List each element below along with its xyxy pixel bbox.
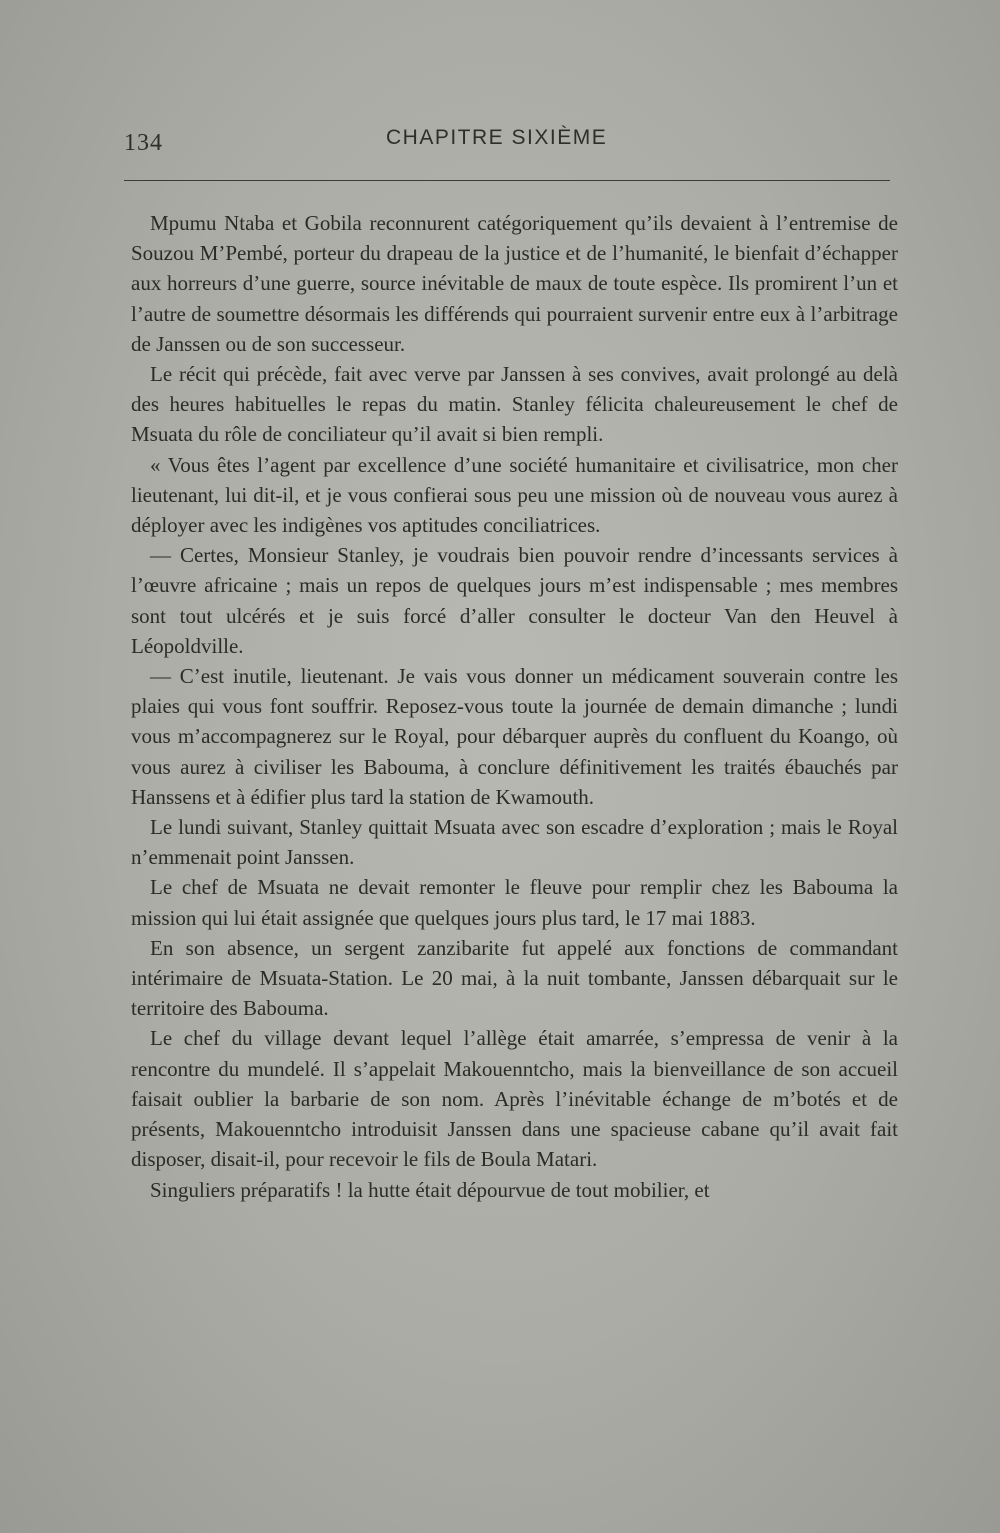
paragraph: En son absence, un sergent zanzibarite fut appelé aux fonctions de commandant intérimaire de Msuata-Station. Le 20 mai, à la nuit tombante, Janssen débarquait sur le territoire des Babouma.: [131, 935, 898, 1021]
body-text: [131, 208, 898, 1205]
paragraph: Mpumu Ntaba et Gobila reconnurent catégoriquement qu’ils devaient à l’entremise de Souzou M’Pembé, porteur du drapeau de la justice et de l’humanité, le bienfait d’échapper aux horreurs d’une guerre, source inévitable de maux de toute espèce. Ils promirent l’un et l’autre de soumettre désormais les différends qui pourraient survenir entre eux à l’arbitrage de Janssen ou de son successeur.: [131, 211, 898, 356]
running-title: CHAPITRE SIXIÈME: [386, 126, 608, 149]
header-rule: [124, 180, 890, 181]
paragraph: Le chef de Msuata ne devait remonter le fleuve pour remplir chez les Babouma la mission qui lui était assignée que quelques jours plus tard, le 17 mai 1883.: [131, 875, 898, 930]
paragraph: — C’est inutile, lieutenant. Je vais vous donner un médicament souverain contre les plaies qui vous font souffrir. Reposez-vous toute la journée de demain dimanche ; lundi vous m’accompagnerez sur le Royal, pour débarquer auprès du confluent du Koango, où vous aurez à civiliser les Babouma, à conclure définitivement les traités ébauchés par Hanssens et à édifier plus tard la station de Kwamouth.: [131, 664, 898, 809]
paragraph: Le récit qui précède, fait avec verve par Janssen à ses convives, avait prolongé au delà des heures habituelles le repas du matin. Stanley félicita chaleureusement le chef de Msuata du rôle de conciliateur qu’il avait si bien rempli.: [131, 362, 898, 447]
page-number: 134: [124, 130, 163, 156]
paragraph: Le lundi suivant, Stanley quittait Msuata avec son escadre d’exploration ; mais le Royal n’emmenait point Janssen.: [131, 815, 898, 870]
paragraph: Singuliers préparatifs ! la hutte était dépourvue de tout mobilier, et: [150, 1177, 710, 1202]
paragraph: « Vous êtes l’agent par excellence d’une société humanitaire et civilisatrice, mon cher lieutenant, lui dit-il, et je vous confierai sous peu une mission où de nouveau vous aurez à déployer avec les indigènes vos aptitudes conciliatrices.: [131, 452, 898, 538]
paragraph: — Certes, Monsieur Stanley, je voudrais bien pouvoir rendre d’incessants services à l’œuvre africaine ; mais un repos de quelques jours m’est indispensable ; mes membres sont tout ulcérés et je suis forcé d’aller consulter le docteur Van den Heuvel à Léopoldville.: [131, 543, 898, 658]
page-header: [124, 124, 890, 160]
paragraph: Le chef du village devant lequel l’allège était amarrée, s’empressa de venir à la rencontre du mundelé. Il s’appelait Makouenntcho, mais la bienveillance de son accueil faisait oublier la barbarie de son nom. Après l’inévitable échange de m’botés et de présents, Makouenntcho introduisit Janssen dans une spacieuse cabane qu’il avait fait disposer, disait-il, pour recevoir le fils de Boula Matari.: [131, 1026, 898, 1172]
